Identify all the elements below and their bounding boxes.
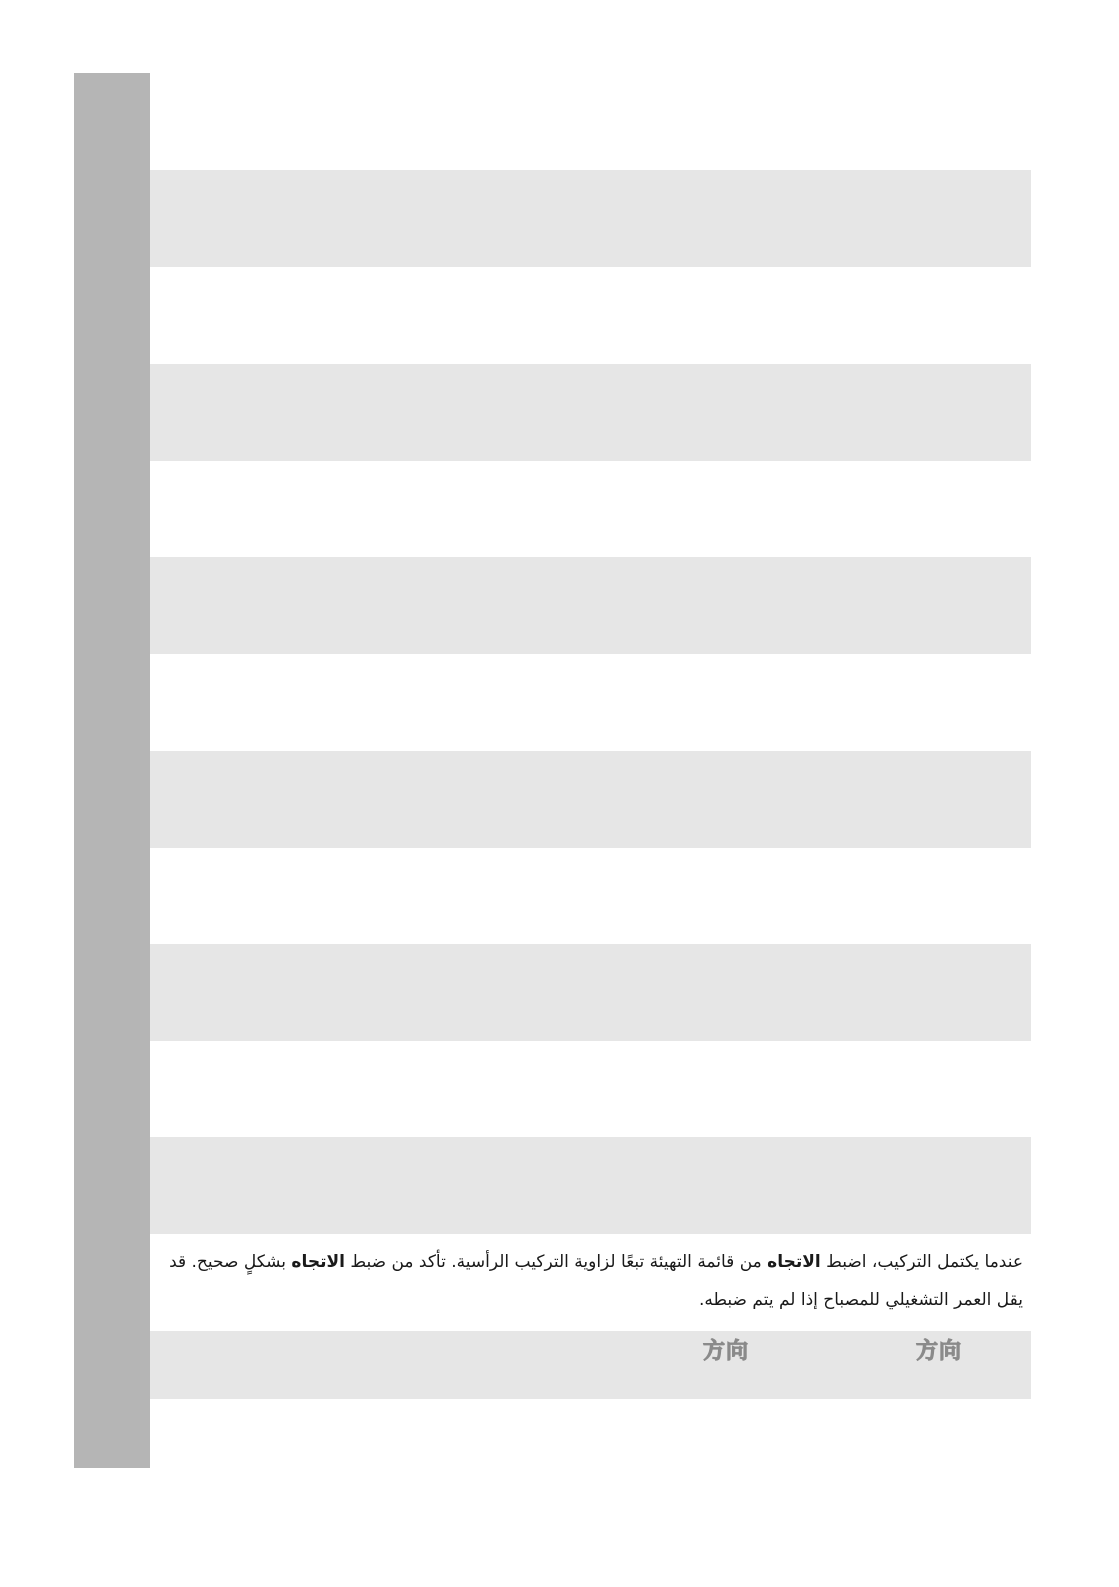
direction-label-band <box>150 1331 1031 1399</box>
side-bar <box>74 73 150 1468</box>
shaded-band <box>150 751 1031 848</box>
instruction-text: بشكلٍ صحيح. قد يقل العمر التشغيلي للمصباح إذا لم يتم ضبطه. <box>169 1252 1023 1310</box>
instruction-text: من قائمة التهيئة تبعًا لزاوية التركيب الرأسية. تأكد من ضبط <box>344 1252 768 1272</box>
direction-label: 方向 <box>703 1339 750 1364</box>
instruction-text: عندما يكتمل التركيب، اضبط <box>820 1252 1023 1272</box>
shaded-band <box>150 944 1031 1041</box>
orientation-keyword: الاتجاه <box>767 1252 821 1272</box>
orientation-instruction <box>150 1243 1023 1319</box>
orientation-keyword: الاتجاه <box>291 1252 345 1272</box>
shaded-band <box>150 170 1031 267</box>
shaded-band <box>150 1137 1031 1234</box>
shaded-band <box>150 557 1031 654</box>
shaded-band <box>150 364 1031 461</box>
direction-label: 方向 <box>916 1339 963 1364</box>
